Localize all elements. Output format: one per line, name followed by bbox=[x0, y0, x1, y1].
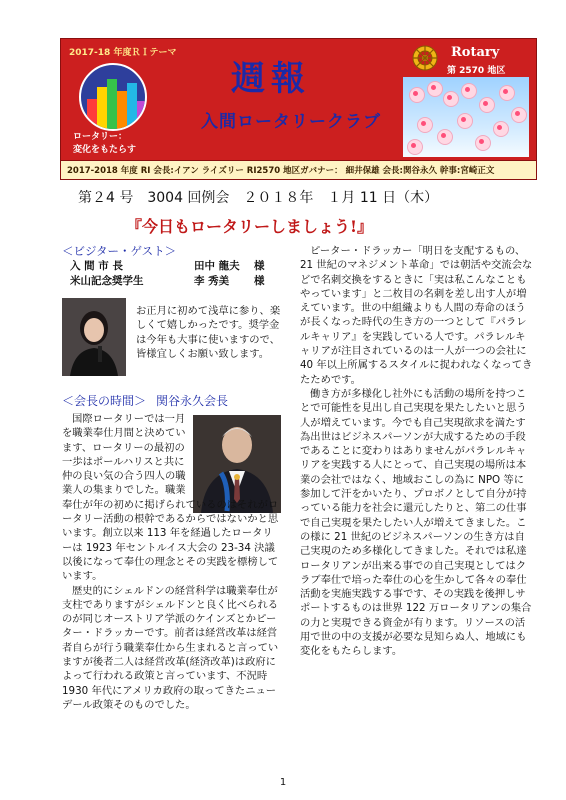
right-column bbox=[300, 244, 534, 659]
president-name: 関谷永久会長 bbox=[156, 394, 229, 408]
scholar-photo bbox=[62, 298, 126, 376]
rotary-label: Rotary bbox=[451, 45, 500, 60]
scholar-message: お正月に初めて浅草に参り、楽しくて嬉しかったです。奨学金は今年も大事に使いますので、皆様宜しくお願い致します。 bbox=[136, 305, 281, 360]
president-paragraph: 歴史的にシェルドンの経営科学は職業奉仕が支柱でありますがシェルドンと良く比べられるのが同じオーストリア学派のケインズとかピーター・ドラッカーです。前者は経営改革は経営者自らが行う職業奉仕から生まれると言っていますが後者二人は経営改革(経済改革)は政府によって行われる政策と言っています、不況時 1930 年代にアメリカ政府の取ってきたニューデール政策そのものでした。 bbox=[62, 584, 279, 711]
guest-role: 入 間 市 長 bbox=[70, 260, 123, 273]
president-paragraph: 奉仕が年の初めに掲げられているのはそれがロータリー活動の根幹であるからではないかと思います。創立以来 113 年を経過したロータリーは 1923 年セントルイス大会の 23-34 決議以後になって奉仕の理念とその実践を標榜しています。 bbox=[62, 498, 279, 583]
district-label: 第 2570 地区 bbox=[447, 66, 506, 76]
newsletter-title: 週報 bbox=[231, 59, 311, 99]
guest-role: 米山記念奨学生 bbox=[70, 275, 144, 288]
article-paragraph: 働き方が多様化し社外にも活動の場所を持つことで可能性を見出し自己実現を果たしたいと思う人が増えています。今でも自己実現欲求を満たす為出世はビジネスパーソンが大成するための手段であることに変わりはありませんがパラレルキャリアを実践する人にとって、自己実現の場所は本業の会社ではなく、地域おこしの為に NPO 等に参加して汗をかいたり、プロボノとして自分が持っている能力を社会に還元したりと、第二の仕事で自己実現を果たしたい人が増えてきました。この様に 21 世紀のビジネスパーソンの生き方は自己実現のため多様化してきました。それでは私達ロータリアンが出来る事での自己実現としてはクラブ奉仕で培った奉仕の心を生かして各々の奉仕活動を実施実践する事です、その実践を後押しサポートするものは世界 122 万ロータリアンの集合の力と実現できる資金が有ります。リソースの活用で世の中の支援が必要な見知らぬ人、地域にも変化をもたらします。 bbox=[300, 387, 532, 658]
guest-honorific: 様 bbox=[254, 275, 265, 288]
article-paragraph: ピーター・ドラッカー「明日を支配するもの、21 世紀のマネジメント革命」では朝活や交流会などで名刺交換をするときに「実は私こんなこともやっています」と二枚目の名刺を差し出す人が増えています。世の中組織よりも人間の寿命のほうが長くなった時代の生き方の一つとして『パラレルキャリア』を実践している人です。パラレルキャリアが注目されているのは一人が一つの会社に 40 年以上所属するスタイルに捉われなくなってきたためです。 bbox=[300, 245, 533, 386]
issue-line: 第２4 号 3004 回例会 ２０１８年 １月 11 日（木） bbox=[78, 190, 439, 206]
president-section-title: ＜会長の時間＞ bbox=[62, 394, 147, 408]
president-text bbox=[62, 412, 282, 712]
president-paragraph: 国際ロータリーでは一月を職業奉仕月間と決めています、ロータリーの最初の一歩はポールハリスと共に仲の良い気の合う四人の職業人の集まりでした。職業 bbox=[62, 413, 186, 497]
club-name: 入間ロータリークラブ bbox=[201, 112, 381, 132]
headline: 『今日もロータリーしましょう!』 bbox=[126, 217, 374, 236]
cherry-blossom-image bbox=[403, 77, 529, 157]
officers-bar bbox=[61, 160, 536, 179]
guest-honorific: 様 bbox=[254, 260, 265, 273]
visitors-section bbox=[62, 244, 280, 289]
ri-theme-logo bbox=[79, 63, 147, 131]
guest-row bbox=[62, 274, 280, 289]
guest-name: 李 秀美 bbox=[194, 275, 230, 288]
ri-theme-label: 2017-18 年度ＲＩテーマ bbox=[69, 48, 177, 58]
officers-text: 2017-2018 年度 RI 会長:イアン ライズリー RI2570 地区ガバナー： 細井保雄 会長:関谷永久 幹事:宮崎正文 bbox=[67, 166, 495, 176]
newsletter-header bbox=[60, 38, 537, 180]
rotary-wheel-icon bbox=[412, 45, 438, 71]
visitors-heading: ＜ビジター・ゲスト＞ bbox=[62, 244, 177, 258]
guest-row bbox=[62, 259, 280, 274]
guest-name: 田中 龍夫 bbox=[194, 260, 240, 273]
ri-theme-caption: ロータリー： 変化をもたらす bbox=[73, 132, 137, 155]
page-number: 1 bbox=[279, 777, 287, 788]
president-heading bbox=[62, 392, 228, 409]
